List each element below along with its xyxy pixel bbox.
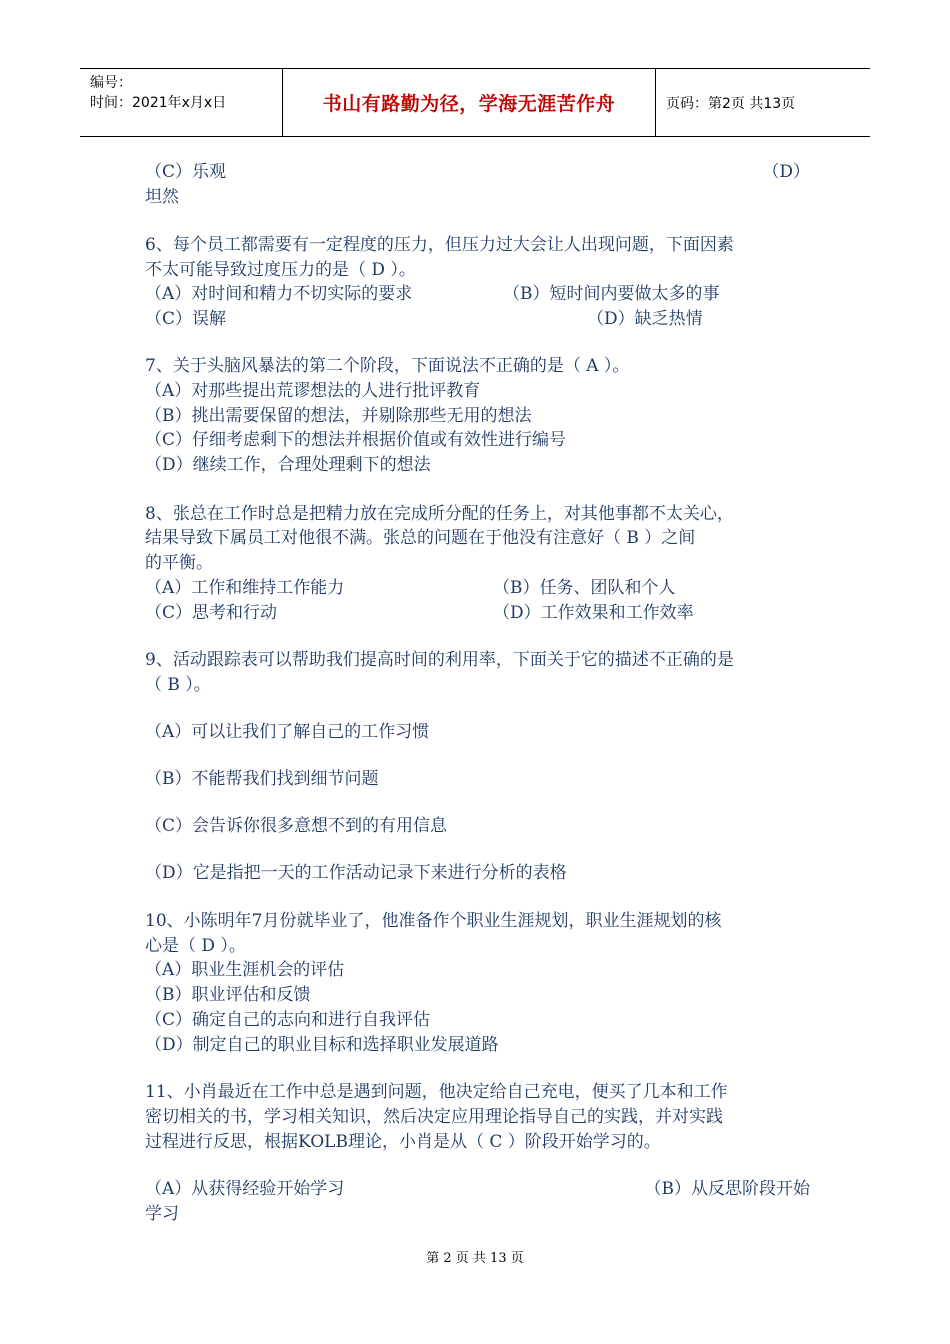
q8-question-line2: 结果导致下属员工对他很不满。张总的问题在于他没有注意好（ B ）之间 [145,528,696,548]
q11-question-line2: 密切相关的书，学习相关知识，然后决定应用理论指导自己的实践，并对实践 [145,1107,723,1127]
q8-option-a: （A）工作和维持工作能力 [145,578,345,598]
q9-option-c: （C）会告诉你很多意想不到的有用信息 [145,816,448,836]
q6-question-line1: 6、每个员工都需要有一定程度的压力，但压力过大会让人出现问题，下面因素 [145,235,734,255]
q11-question-line3: 过程进行反思，根据KOLB理论，小肖是从（ C ）阶段开始学习的。 [145,1132,661,1152]
q5-option-c: （C）乐观 [145,162,227,182]
q8-option-c: （C）思考和行动 [145,603,278,623]
q9-question-line1: 9、活动跟踪表可以帮助我们提高时间的利用率，下面关于它的描述不正确的是 [145,650,734,670]
header-left-cell [80,69,283,136]
q7-option-d: （D）继续工作，合理处理剩下的想法 [145,455,431,475]
q6-question-line2: 不太可能导致过度压力的是（ D ）。 [145,260,416,280]
q10-question-line2: 心是（ D ）。 [145,936,246,956]
q6-option-a: （A）对时间和精力不切实际的要求 [145,284,413,304]
q8-question-line1: 8、张总在工作时总是把精力放在完成所分配的任务上，对其他事都不太关心， [145,504,734,524]
header-page-cell [656,69,870,136]
document-date-label: 时间：2021年x月x日 [90,95,227,111]
page-header [80,68,870,137]
header-page-label: 页码：第2页 共13页 [666,95,796,112]
q8-question-line3: 的平衡。 [145,553,213,573]
q9-option-a: （A）可以让我们了解自己的工作习惯 [145,722,430,742]
header-motto-cell [283,69,656,136]
q7-option-b: （B）挑出需要保留的想法，并剔除那些无用的想法 [145,406,532,426]
q6-option-b: （B）短时间内要做太多的事 [503,284,720,304]
q7-option-a: （A）对那些提出荒谬想法的人进行批评教育 [145,381,481,401]
q9-question-line2: （ B ）。 [145,675,211,695]
q10-option-b: （B）职业评估和反馈 [145,985,311,1005]
q8-option-d: （D）工作效果和工作效率 [493,603,694,623]
q8-option-b: （B）任务、团队和个人 [493,578,676,598]
q10-option-a: （A）职业生涯机会的评估 [145,960,345,980]
q11-option-b-tail: 学习 [145,1204,179,1224]
q9-option-b: （B）不能帮我们找到细节问题 [145,769,379,789]
q6-option-c: （C）误解 [145,309,227,329]
q10-option-d: （D）制定自己的职业目标和选择职业发展道路 [145,1035,499,1055]
q7-option-c: （C）仔细考虑剩下的想法并根据价值或有效性进行编号 [145,430,567,450]
q9-option-d: （D）它是指把一天的工作活动记录下来进行分析的表格 [145,863,567,883]
q11-option-b: （B）从反思阶段开始 [644,1179,810,1199]
document-number-label: 编号： [90,75,132,91]
q10-option-c: （C）确定自己的志向和进行自我评估 [145,1010,431,1030]
q6-option-d: （D）缺乏热情 [587,309,703,329]
q11-question-line1: 11、小肖最近在工作中总是遇到问题，他决定给自己充电，便买了几本和工作 [145,1082,728,1102]
q5-option-d-text: 坦然 [145,187,179,207]
q5-option-d: （D） [762,162,810,182]
header-motto: 书山有路勤为径，学海无涯苦作舟 [322,93,616,115]
q11-option-a: （A）从获得经验开始学习 [145,1179,345,1199]
q7-question-line1: 7、关于头脑风暴法的第二个阶段，下面说法不正确的是（ A ）。 [145,356,630,376]
q10-question-line1: 10、小陈明年7月份就毕业了，他准备作个职业生涯规划，职业生涯规划的核 [145,911,722,931]
page-footer: 第 2 页 共 13 页 [426,1251,524,1266]
